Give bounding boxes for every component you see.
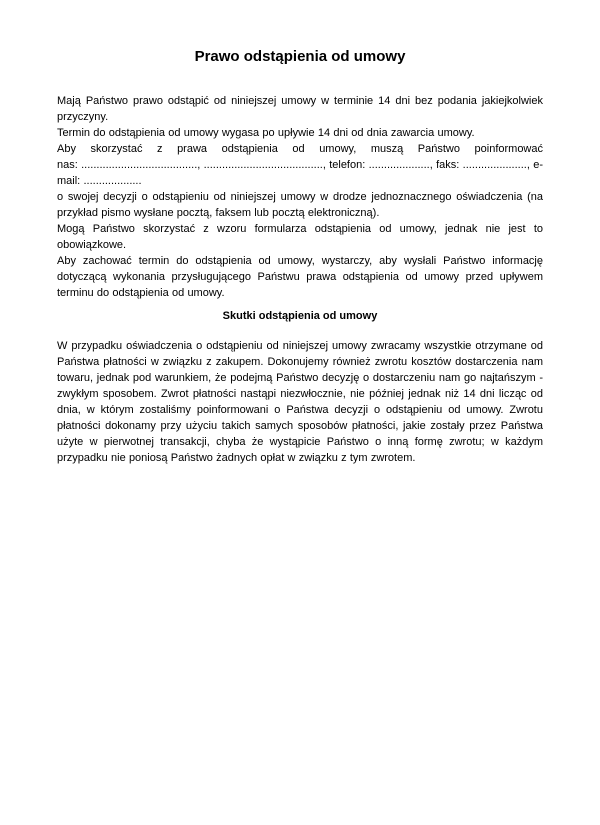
contact-blanks-line: nas: ......................................, ......................................., telefon: ...................., faks: ....................., e-mail: ...................: [57, 159, 543, 187]
withdrawal-paragraph-inform-intro: Aby skorzystać z prawa odstąpienia od umowy, muszą Państwo poinformować: [57, 143, 543, 155]
withdrawal-paragraph-keep-deadline: Aby zachować termin do odstąpienia od umowy, wystarczy, aby wysłali Państwo informację dotyczącą wykonania przysługującego Państwu prawa odstąpienia od umowy przed upływem terminu do odstąpienia od umowy.: [57, 255, 543, 299]
withdrawal-paragraph-expiry: Termin do odstąpienia od umowy wygasa po upływie 14 dni od dnia zawarcia umowy.: [57, 127, 475, 139]
effects-section-heading: Skutki odstąpienia od umowy: [222, 310, 378, 322]
withdrawal-paragraph-statement: o swojej decyzji o odstąpieniu od niniejszej umowy w drodze jednoznacznego oświadczenia (na przykład pismo wysłane pocztą, faksem lub pocztą elektroniczną).: [57, 191, 543, 219]
withdrawal-paragraph-form-template: Mogą Państwo skorzystać z wzoru formularza odstąpienia od umowy, jednak nie jest to obowiązkowe.: [57, 223, 543, 251]
page-title: Prawo odstąpienia od umowy: [194, 48, 406, 65]
withdrawal-paragraph-deadline: Mają Państwo prawo odstąpić od niniejszej umowy w terminie 14 dni bez podania jakiejkolwiek przyczyny.: [57, 95, 543, 123]
effects-paragraph-refund: W przypadku oświadczenia o odstąpieniu od niniejszej umowy zwracamy wszystkie otrzymane od Państwa płatności w związku z zakupem. Dokonujemy również zwrotu kosztów dostarczenia nam towaru, jednak pod warunkiem, że podejmą Państwo decyzję o dostarczeniu nam go najtańszym - zwykłym sposobem. Zwrot płatności nastąpi niezwłocznie, nie później jednak niż 14 dni licząc od dnia, w którym zostaliśmy poinformowani o Państwa decyzji o odstąpieniu od umowy. Zwrotu płatności dokonamy przy użyciu takich samych sposobów płatności, jakie zostały przez Państwa użyte w pierwotnej transakcji, chyba że wystąpicie Państwo o inną formę zwrotu; w każdym przypadku nie poniosą Państwo żadnych opłat w związku z tym zwrotem.: [57, 340, 543, 464]
